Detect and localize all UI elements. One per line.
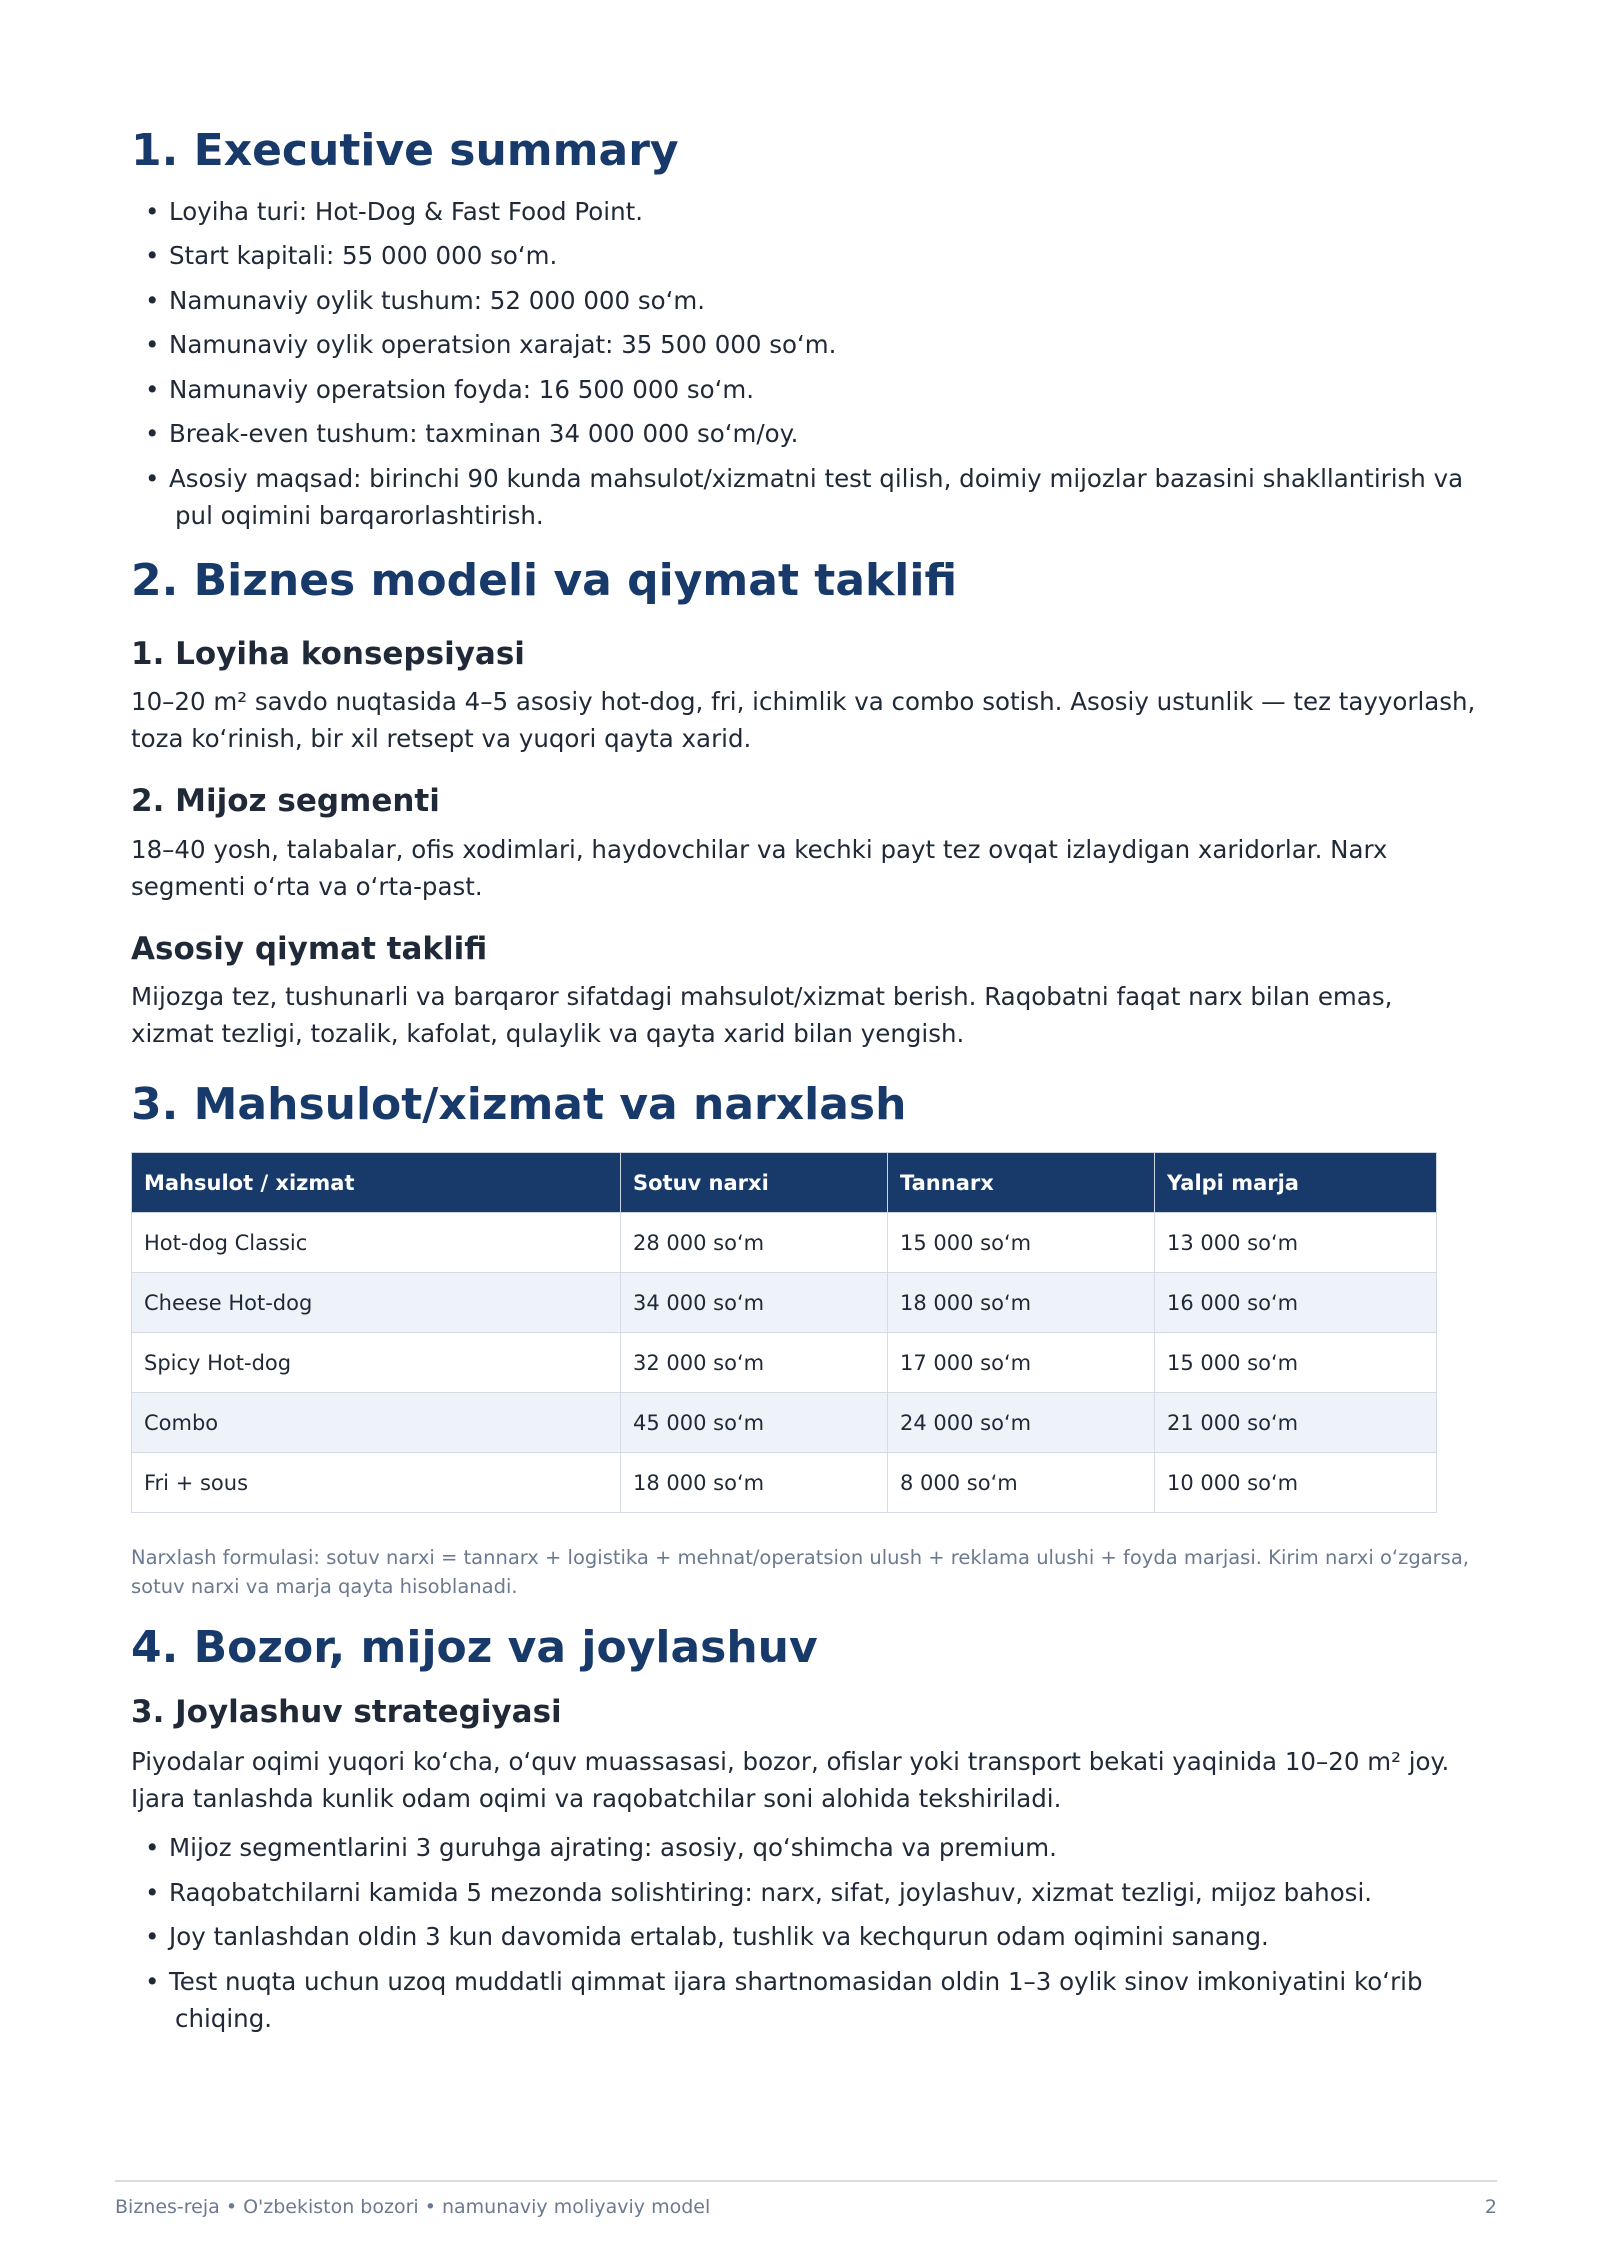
table-cell: 18 000 so‘m bbox=[621, 1453, 888, 1513]
column-header-gross-margin: Yalpi marja bbox=[1155, 1153, 1437, 1213]
location-strategy-list bbox=[131, 1829, 1481, 2037]
table-cell: 16 000 so‘m bbox=[1155, 1273, 1437, 1333]
page-number: 2 bbox=[1484, 2196, 1497, 2218]
column-header-cost: Tannarx bbox=[888, 1153, 1155, 1213]
executive-summary-list bbox=[131, 193, 1481, 534]
customer-segment-paragraph: 18–40 yosh, talabalar, ofis xodimlari, haydovchilar va kechki payt tez ovqat izlaydigan xaridorlar. Narx segmenti o‘rta va o‘rta-past. bbox=[131, 834, 1388, 901]
section-title-products-pricing: 3. Mahsulot/xizmat va narxlash bbox=[131, 1078, 907, 1130]
section-title-business-model: 2. Biznes modeli va qiymat taklifi bbox=[131, 554, 958, 606]
table-row bbox=[132, 1333, 1437, 1393]
list-item: • Mijoz segmentlarini 3 guruhga ajrating: asosiy, qo‘shimcha va premium. bbox=[145, 1829, 1481, 1866]
list-item: • Namunaviy oylik tushum: 52 000 000 so‘m. bbox=[145, 282, 1481, 319]
list-item: • Raqobatchilarni kamida 5 mezonda solishtiring: narx, sifat, joylashuv, xizmat tezligi, mijoz bahosi. bbox=[145, 1874, 1481, 1911]
table-cell: 28 000 so‘m bbox=[621, 1213, 888, 1273]
table-cell: 17 000 so‘m bbox=[888, 1333, 1155, 1393]
page-content bbox=[131, 126, 1481, 2044]
table-row bbox=[132, 1453, 1437, 1513]
column-header-product: Mahsulot / xizmat bbox=[132, 1153, 621, 1213]
table-row bbox=[132, 1213, 1437, 1273]
table-cell: 8 000 so‘m bbox=[888, 1453, 1155, 1513]
table-cell: 13 000 so‘m bbox=[1155, 1213, 1437, 1273]
subsection-title-concept: 1. Loyiha konsepsiyasi bbox=[131, 636, 525, 673]
section-title-market-location: 4. Bozor, mijoz va joylashuv bbox=[131, 1622, 818, 1674]
footer-text: Biznes-reja • O'zbekiston bozori • namunaviy moliyaviy model bbox=[115, 2196, 711, 2218]
table-cell: 45 000 so‘m bbox=[621, 1393, 888, 1453]
list-item: • Loyiha turi: Hot-Dog & Fast Food Point. bbox=[145, 193, 1481, 230]
subsection-title-value-proposition: Asosiy qiymat taklifi bbox=[131, 930, 488, 967]
table-cell: 24 000 so‘m bbox=[888, 1393, 1155, 1453]
table-cell: 32 000 so‘m bbox=[621, 1333, 888, 1393]
section-title-executive-summary: 1. Executive summary bbox=[131, 125, 679, 176]
column-header-sale-price: Sotuv narxi bbox=[621, 1153, 888, 1213]
table-cell: 21 000 so‘m bbox=[1155, 1393, 1437, 1453]
list-item: • Asosiy maqsad: birinchi 90 kunda mahsulot/xizmatni test qilish, doimiy mijozlar bazasini shakllantirish va pul oqimini barqarorlashtirish. bbox=[145, 460, 1481, 534]
list-item: • Break-even tushum: taxminan 34 000 000 so‘m/oy. bbox=[145, 415, 1481, 452]
table-header-row bbox=[132, 1153, 1437, 1213]
table-cell: 10 000 so‘m bbox=[1155, 1453, 1437, 1513]
pricing-table bbox=[131, 1152, 1437, 1513]
table-cell: Hot-dog Classic bbox=[132, 1213, 621, 1273]
table-cell: Spicy Hot-dog bbox=[132, 1333, 621, 1393]
table-cell: 15 000 so‘m bbox=[888, 1213, 1155, 1273]
table-cell: Fri + sous bbox=[132, 1453, 621, 1513]
table-row bbox=[132, 1273, 1437, 1333]
list-item: • Start kapitali: 55 000 000 so‘m. bbox=[145, 237, 1481, 274]
table-cell: Combo bbox=[132, 1393, 621, 1453]
table-cell: Cheese Hot-dog bbox=[132, 1273, 621, 1333]
subsection-title-location-strategy: 3. Joylashuv strategiyasi bbox=[131, 1693, 562, 1730]
list-item: • Test nuqta uchun uzoq muddatli qimmat ijara shartnomasidan oldin 1–3 oylik sinov imkoniyatini ko‘rib chiqing. bbox=[145, 1963, 1481, 2037]
pricing-formula-note: Narxlash formulasi: sotuv narxi = tannarx + logistika + mehnat/operatsion ulush + reklama ulushi + foyda marjasi. Kirim narxi o‘zgarsa, sotuv narxi va marja qayta hisoblanadi. bbox=[131, 1546, 1469, 1599]
value-proposition-paragraph: Mijozga tez, tushunarli va barqaror sifatdagi mahsulot/xizmat berish. Raqobatni faqat narx bilan emas, xizmat tezligi, tozalik, kafolat, qulaylik va qayta xarid bilan yengish. bbox=[131, 981, 1393, 1048]
footer-divider bbox=[115, 2180, 1497, 2182]
table-row bbox=[132, 1393, 1437, 1453]
location-strategy-paragraph: Piyodalar oqimi yuqori ko‘cha, o‘quv muassasasi, bozor, ofislar yoki transport bekati yaqinida 10–20 m² joy. Ijara tanlashda kunlik odam oqimi va raqobatchilar soni alohida tekshiriladi. bbox=[131, 1747, 1450, 1814]
concept-paragraph: 10–20 m² savdo nuqtasida 4–5 asosiy hot-dog, fri, ichimlik va combo sotish. Asosiy ustunlik — tez tayyorlash, toza ko‘rinish, bir xil retsept va yuqori qayta xarid. bbox=[131, 687, 1476, 754]
list-item: • Namunaviy operatsion foyda: 16 500 000 so‘m. bbox=[145, 371, 1481, 408]
list-item: • Joy tanlashdan oldin 3 kun davomida ertalab, tushlik va kechqurun odam oqimini sanang. bbox=[145, 1918, 1481, 1955]
subsection-title-customer-segment: 2. Mijoz segmenti bbox=[131, 783, 440, 820]
table-cell: 34 000 so‘m bbox=[621, 1273, 888, 1333]
list-item: • Namunaviy oylik operatsion xarajat: 35 500 000 so‘m. bbox=[145, 326, 1481, 363]
table-cell: 18 000 so‘m bbox=[888, 1273, 1155, 1333]
table-cell: 15 000 so‘m bbox=[1155, 1333, 1437, 1393]
